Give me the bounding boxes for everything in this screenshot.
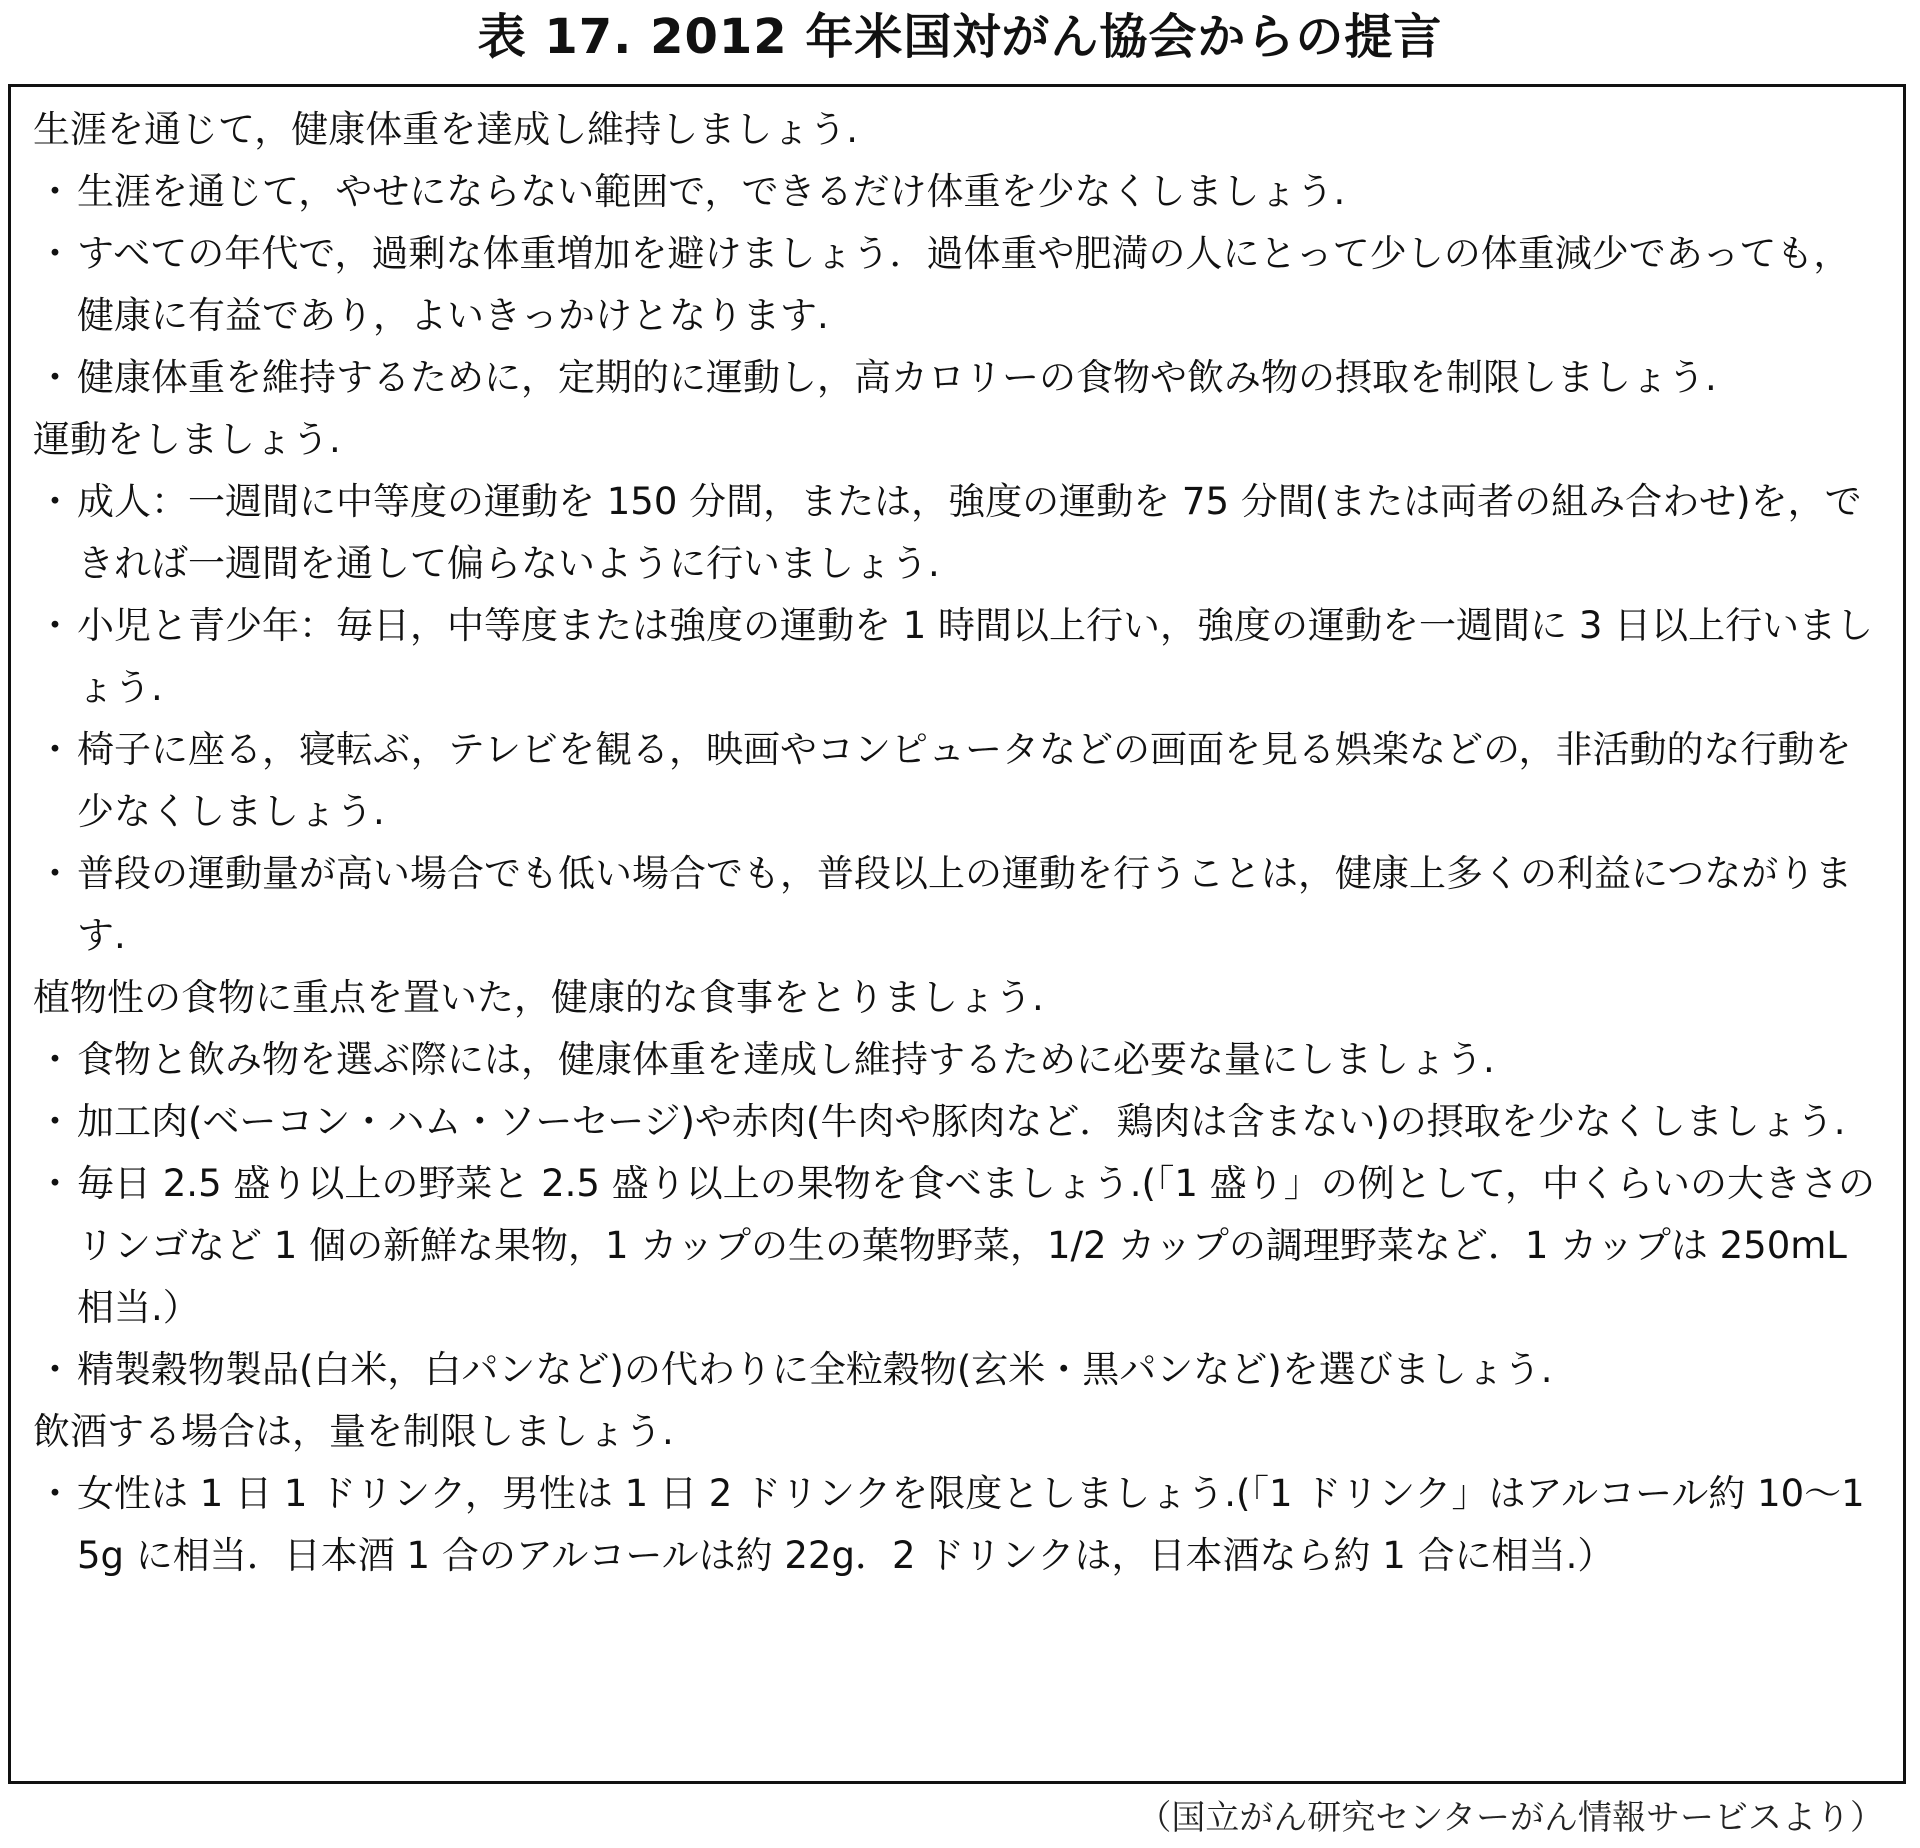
list-item-text: 健康体重を維持するために，定期的に運動し，高カロリーの食物や飲み物の摂取を制限しましょう. [77, 356, 1717, 399]
list-item [33, 471, 1885, 595]
bullet-mark: ・ [36, 232, 74, 275]
bullet-mark: ・ [36, 1162, 74, 1205]
bullet-mark: ・ [36, 1038, 74, 1081]
list-item [33, 1091, 1885, 1153]
section-heading: 植物性の食物に重点を置いた，健康的な食事をとりましょう. [33, 976, 1044, 1019]
bullet-mark: ・ [36, 852, 74, 895]
list-item [33, 161, 1885, 223]
bullet-mark: ・ [36, 604, 74, 647]
bullet-mark: ・ [36, 1100, 74, 1143]
list-item [33, 843, 1885, 967]
bullet-mark: ・ [36, 480, 74, 523]
bullet-mark: ・ [36, 1472, 74, 1515]
list-item [33, 223, 1885, 347]
list-item-text: すべての年代で，過剰な体重増加を避けましょう．過体重や肥満の人にとって少しの体重減少であっても，健康に有益であり，よいきっかけとなります. [77, 232, 1851, 337]
bullet-mark: ・ [36, 356, 74, 399]
section-heading: 運動をしましょう. [33, 418, 341, 461]
list-item [33, 1463, 1885, 1587]
list-item [33, 1153, 1885, 1339]
section-heading: 生涯を通じて，健康体重を達成し維持しましょう. [33, 108, 859, 151]
list-item-text: 小児と青少年：毎日，中等度または強度の運動を 1 時間以上行い，強度の運動を一週間に 3 日以上行いましょう. [77, 604, 1874, 709]
list-item [33, 1029, 1885, 1091]
list-item-text: 食物と飲み物を選ぶ際には，健康体重を達成し維持するために必要な量にしましょう. [77, 1038, 1495, 1081]
list-item [33, 347, 1885, 409]
bullet-mark: ・ [36, 1348, 74, 1391]
recommendation-box [8, 84, 1906, 1784]
section-heading: 飲酒する場合は，量を制限しましょう. [33, 1410, 674, 1453]
section-exercise [33, 409, 1885, 967]
section-alcohol [33, 1401, 1885, 1587]
list-item-text: 椅子に座る，寝転ぶ，テレビを観る，映画やコンピュータなどの画面を見る娯楽などの，非活動的な行動を少なくしましょう. [77, 728, 1852, 833]
bullet-mark: ・ [36, 728, 74, 771]
list-item [33, 595, 1885, 719]
list-item-text: 女性は 1 日 1 ドリンク，男性は 1 日 2 ドリンクを限度としましょう.(「1 ドリンク」はアルコール約 10～15g に相当．日本酒 1 合のアルコールは約 22g．2 ドリンクは，日本酒なら約 1 合に相当.） [77, 1472, 1865, 1577]
list-item-text: 精製穀物製品(白米，白パンなど)の代わりに全粒穀物(玄米・黒パンなど)を選びましょう. [77, 1348, 1553, 1391]
section-plant-based-diet [33, 967, 1885, 1401]
list-item-text: 普段の運動量が高い場合でも低い場合でも，普段以上の運動を行うことは，健康上多くの利益につながります. [77, 852, 1853, 957]
list-item-text: 加工肉(ベーコン・ハム・ソーセージ)や赤肉(牛肉や豚肉など．鶏肉は含まない)の摂取を少なくしましょう. [77, 1100, 1846, 1143]
list-item [33, 1339, 1885, 1401]
bullet-mark: ・ [36, 170, 74, 213]
source-note: （国立がん研究センターがん情報サービスより） [1137, 1798, 1884, 1838]
list-item-text: 成人：一週間に中等度の運動を 150 分間，または，強度の運動を 75 分間(または両者の組み合わせ)を，できれば一週間を通して偏らないように行いましょう. [77, 480, 1862, 585]
section-healthy-weight [33, 99, 1885, 409]
list-item [33, 719, 1885, 843]
list-item-text: 毎日 2.5 盛り以上の野菜と 2.5 盛り以上の果物を食べましょう.(「1 盛り」の例として，中くらいの大きさのリンゴなど 1 個の新鮮な果物，1 カップの生の葉物野菜，1/2 カップの調理野菜など．1 カップは 250mL 相当.） [77, 1162, 1875, 1329]
page-title: 表 17. 2012 年米国対がん協会からの提言 [477, 9, 1443, 65]
list-item-text: 生涯を通じて，やせにならない範囲で，できるだけ体重を少なくしましょう. [77, 170, 1346, 213]
